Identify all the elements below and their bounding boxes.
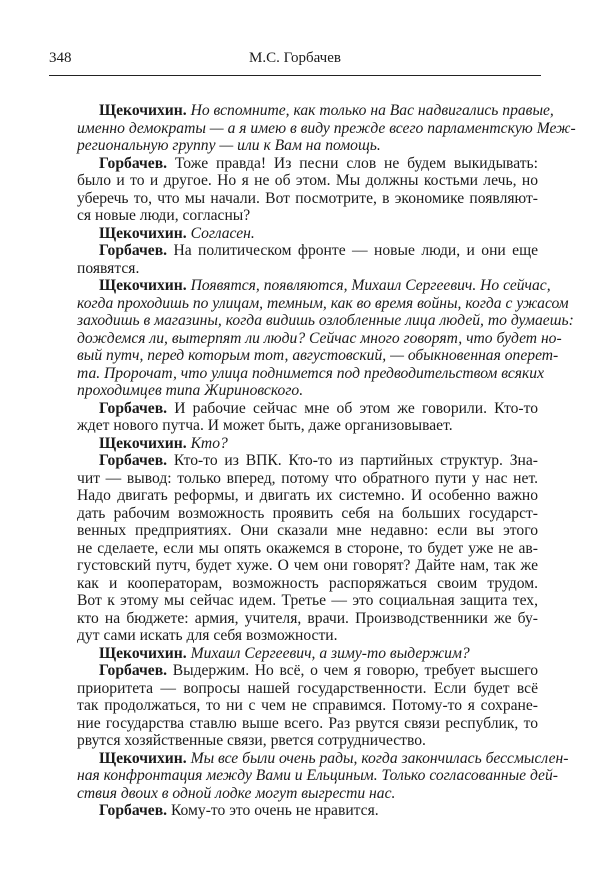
speaker-name: Горбачев. <box>99 802 168 819</box>
text-line <box>77 452 538 470</box>
text-line <box>77 785 538 803</box>
text-line <box>77 294 569 313</box>
text-line <box>77 417 538 435</box>
line-text: как и кооператорам, возможность распоряжаться своим трудом. <box>77 574 538 592</box>
dialogue-paragraph <box>77 645 538 663</box>
text-line <box>77 137 538 155</box>
line-text: когда проходишь по улицам, темным, как во время войны, когда с ужасом <box>77 294 569 312</box>
line-text: ствия двоих в одной лодке могут выгрести нас. <box>77 784 396 802</box>
line-text: ние государства ставлю выше всего. Раз рвутся связи республик, то <box>77 714 538 732</box>
line-text: Согласен. <box>190 224 255 242</box>
text-line <box>77 155 538 173</box>
speaker-name: Щекочихин. <box>99 224 187 242</box>
line-text: Кому-то это очень не нравится. <box>170 802 379 819</box>
speaker-name: Горбачев. <box>99 242 168 259</box>
line-text: Кто-то из ВПК. Кто-то из партийных структур. Зна- <box>173 452 538 469</box>
line-text: именно демократы — а я имею в виду прежде всего парламентскую Меж- <box>77 119 576 137</box>
line-text: так продолжаться, то ни с чем не справимся. Потому-то я сохране- <box>77 697 538 714</box>
text-line <box>77 435 538 453</box>
text-line <box>77 715 538 733</box>
line-text: уберечь то, что мы начали. Вот посмотрите, в экономике появляют- <box>77 189 538 207</box>
line-text: Вот к этому мы сейчас идем. Третье — это социальная защита тех, <box>77 592 538 609</box>
speaker-name: Щекочихин. <box>99 644 187 662</box>
line-text: проходимцев типа Жириновского. <box>77 382 304 399</box>
dialogue-paragraph <box>77 400 538 435</box>
text-line <box>77 592 538 610</box>
text-line <box>77 470 538 488</box>
speaker-name: Горбачев. <box>99 662 168 679</box>
text-line <box>77 225 538 243</box>
speaker-name: Горбачев. <box>99 399 168 417</box>
line-text: Появятся, появляются, Михаил Сергеевич. Но сейчас, <box>190 277 551 294</box>
running-title: М.С. Горбачев <box>249 50 341 66</box>
text-line <box>77 119 576 138</box>
text-line <box>77 487 538 505</box>
text-line <box>77 505 538 523</box>
dialogue-paragraph <box>77 749 569 803</box>
dialogue-paragraph <box>77 277 574 400</box>
text-line <box>77 557 538 575</box>
line-text: ждет нового путча. И может быть, даже организовывает. <box>77 417 453 434</box>
dialogue-paragraph <box>77 452 538 645</box>
line-text: Но вспомните, как только на Вас надвигались правые, <box>190 102 554 119</box>
text-line <box>77 400 538 418</box>
text-line <box>77 522 538 540</box>
text-line <box>77 382 538 400</box>
text-line <box>77 627 538 645</box>
line-text: та. Пророчат, что улица поднимется под предводительством всяких <box>77 364 545 382</box>
text-line <box>77 680 538 698</box>
text-line <box>77 697 538 715</box>
dialogue-paragraph <box>77 802 538 820</box>
dialogue-paragraph <box>77 435 538 453</box>
line-text: региональную группу — или к Вам на помощь. <box>77 137 381 154</box>
speaker-name: Горбачев. <box>99 154 168 172</box>
line-text: дут сами искать для себя возможности. <box>77 627 338 644</box>
text-line <box>77 540 538 558</box>
line-text: Михаил Сергеевич, а зиму-то выдержим? <box>190 644 470 662</box>
text-line <box>77 662 538 680</box>
text-line <box>77 260 538 278</box>
line-text: заходишь в магазины, когда видишь озлобленные лица людей, то думаешь: <box>77 312 574 329</box>
text-line <box>77 277 551 295</box>
text-line <box>77 575 538 593</box>
dialogue-paragraph <box>77 662 538 750</box>
speaker-name: Щекочихин. <box>99 277 187 294</box>
line-text: Кто? <box>190 434 228 452</box>
text-line <box>77 364 545 383</box>
text-line <box>77 767 558 785</box>
speaker-name: Щекочихин. <box>99 102 187 119</box>
line-text: Тоже правда! Из песни слов не будем выкидывать: <box>174 154 538 172</box>
dialogue-paragraph <box>77 155 538 225</box>
dialogue-paragraph <box>77 225 538 243</box>
running-header <box>49 50 541 76</box>
line-text: Мы все были очень рады, когда закончилась бессмыслен- <box>190 749 569 767</box>
line-text: И рабочие сейчас мне об этом же говорили. Кто-то <box>174 399 538 417</box>
text-line <box>77 312 574 330</box>
text-line <box>77 172 538 190</box>
speaker-name: Щекочихин. <box>99 434 187 452</box>
speaker-name: Горбачев. <box>99 452 168 469</box>
line-text: дождемся ли, вытерпят ли люди? Сейчас много говорят, что будет но- <box>77 329 562 347</box>
text-line <box>77 802 538 820</box>
text-line <box>77 732 538 750</box>
text-line <box>77 102 554 120</box>
text-line <box>77 207 538 225</box>
line-text: чит — вывод: только вперед, потому что обратного пути у нас нет. <box>77 469 538 487</box>
text-line <box>77 329 562 348</box>
line-text: рвутся хозяйственные связи, рвется сотрудничество. <box>77 732 426 749</box>
text-line <box>77 610 538 628</box>
line-text: было и то и другое. Но я не об этом. Мы должны костьми лечь, но <box>77 172 538 189</box>
dialogue-paragraph <box>77 242 538 277</box>
line-text: не сделаете, если мы опять окажемся в стороне, то будет уже не ав- <box>77 539 538 557</box>
page-body <box>77 102 576 820</box>
line-text: густовский путч, будет хуже. О чем они говорят? Дайте нам, так же <box>77 557 538 574</box>
text-line <box>77 347 559 365</box>
line-text: венных предприятиях. Они сказали мне недавно: если вы этого <box>77 522 538 539</box>
line-text: приоритета — вопросы нашей государственности. Если будет всё <box>77 679 538 697</box>
text-line <box>77 749 569 768</box>
line-text: кто на бюджете: армия, учителя, врачи. Производственники же бу- <box>77 609 538 627</box>
text-line <box>77 190 538 208</box>
page-number: 348 <box>49 50 72 66</box>
speaker-name: Щекочихин. <box>99 749 187 767</box>
line-text: ная конфронтация между Вами и Ельциным. Только согласованные дей- <box>77 767 558 784</box>
line-text: На политическом фронте — новые люди, и они еще <box>173 242 539 259</box>
line-text: ся новые люди, согласны? <box>77 207 251 224</box>
line-text: Выдержим. Но всё, о чем я говорю, требует высшего <box>172 662 538 679</box>
line-text: дать рабочим возможность проявить себя на больших государст- <box>77 504 538 522</box>
dialogue-paragraph <box>77 102 576 155</box>
text-line <box>77 645 538 663</box>
line-text: Надо двигать реформы, и двигать их системно. И особенно важно <box>77 487 538 504</box>
line-text: появятся. <box>77 259 140 277</box>
line-text: вый путч, перед которым тот, августовский, — обыкновенная оперет- <box>77 347 559 364</box>
text-line <box>77 242 538 260</box>
